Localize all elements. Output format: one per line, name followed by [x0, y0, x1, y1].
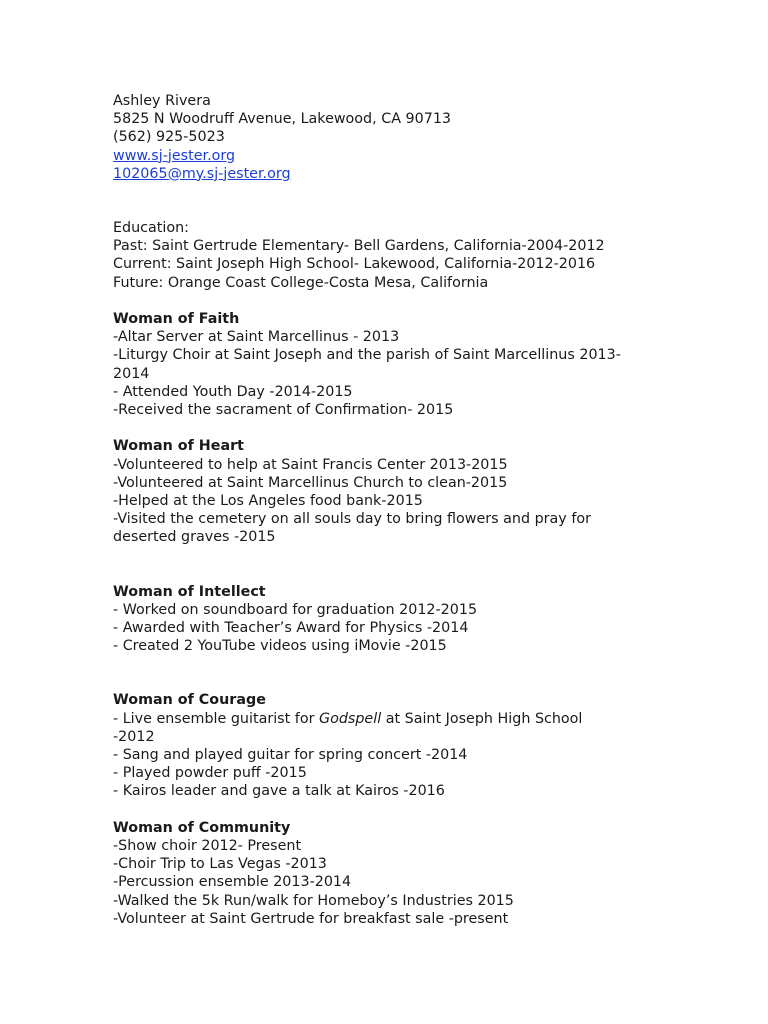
section-heading: Woman of Community [113, 819, 291, 836]
list-item: - Attended Youth Day -2014-2015 [113, 383, 353, 400]
list-item: -Percussion ensemble 2013-2014 [113, 874, 352, 891]
item-text: at Saint Joseph High School [381, 710, 583, 727]
list-item: -Volunteer at Saint Gertrude for breakfast sale -present [113, 910, 509, 927]
education-current: Current: Saint Joseph High School- Lakewood, California-2012-2016 [113, 256, 596, 273]
education-future: Future: Orange Coast College-Costa Mesa, California [113, 274, 489, 291]
list-item: -2012 [113, 728, 155, 745]
list-item: deserted graves -2015 [113, 529, 276, 546]
list-item: - Created 2 YouTube videos using iMovie -2015 [113, 638, 447, 655]
list-item: -Walked the 5k Run/walk for Homeboy’s Industries 2015 [113, 892, 514, 909]
resume-document [113, 92, 673, 928]
education-section [113, 219, 673, 292]
list-item: -Show choir 2012- Present [113, 838, 302, 855]
community-section [113, 819, 673, 928]
section-heading: Woman of Faith [113, 311, 240, 328]
list-item: - Awarded with Teacher’s Award for Physics -2014 [113, 620, 469, 637]
spacer [113, 419, 673, 437]
list-item: - Played powder puff -2015 [113, 765, 307, 782]
email-link[interactable]: 102065@my.sj-jester.org [113, 165, 291, 182]
section-heading: Woman of Heart [113, 438, 244, 455]
education-label: Education: [113, 220, 189, 237]
heart-section [113, 437, 673, 546]
item-title-italic: Godspell [319, 710, 382, 727]
list-item: -Volunteered to help at Saint Francis Center 2013-2015 [113, 456, 508, 473]
contact-address: 5825 N Woodruff Avenue, Lakewood, CA 90713 [113, 111, 452, 128]
spacer [113, 801, 673, 819]
list-item: -Volunteered at Saint Marcellinus Church to clean-2015 [113, 474, 508, 491]
list-item: -Altar Server at Saint Marcellinus - 2013 [113, 329, 400, 346]
faith-section [113, 310, 673, 419]
spacer [113, 547, 673, 583]
contact-name: Ashley Rivera [113, 93, 211, 109]
section-heading: Woman of Intellect [113, 583, 266, 600]
list-item: - Kairos leader and gave a talk at Kairos -2016 [113, 783, 445, 800]
contact-phone: (562) 925-5023 [113, 129, 225, 146]
item-text: - Live ensemble guitarist for [113, 710, 319, 727]
list-item: 2014 [113, 365, 150, 382]
contact-block [113, 92, 673, 183]
list-item: -Received the sacrament of Confirmation- 2015 [113, 402, 454, 419]
list-item: -Choir Trip to Las Vegas -2013 [113, 856, 327, 873]
list-item: -Visited the cemetery on all souls day to bring flowers and pray for [113, 511, 591, 528]
list-item: -Helped at the Los Angeles food bank-2015 [113, 493, 423, 510]
courage-section [113, 691, 673, 800]
spacer [113, 655, 673, 691]
spacer [113, 183, 673, 219]
list-item: - Worked on soundboard for graduation 2012-2015 [113, 601, 478, 618]
website-link[interactable]: www.sj-jester.org [113, 147, 236, 164]
spacer [113, 292, 673, 310]
intellect-section [113, 583, 673, 656]
list-item: -Liturgy Choir at Saint Joseph and the parish of Saint Marcellinus 2013- [113, 347, 621, 364]
list-item [113, 710, 673, 728]
section-heading: Woman of Courage [113, 692, 266, 709]
list-item: - Sang and played guitar for spring concert -2014 [113, 747, 468, 764]
education-past: Past: Saint Gertrude Elementary- Bell Gardens, California-2004-2012 [113, 238, 605, 255]
